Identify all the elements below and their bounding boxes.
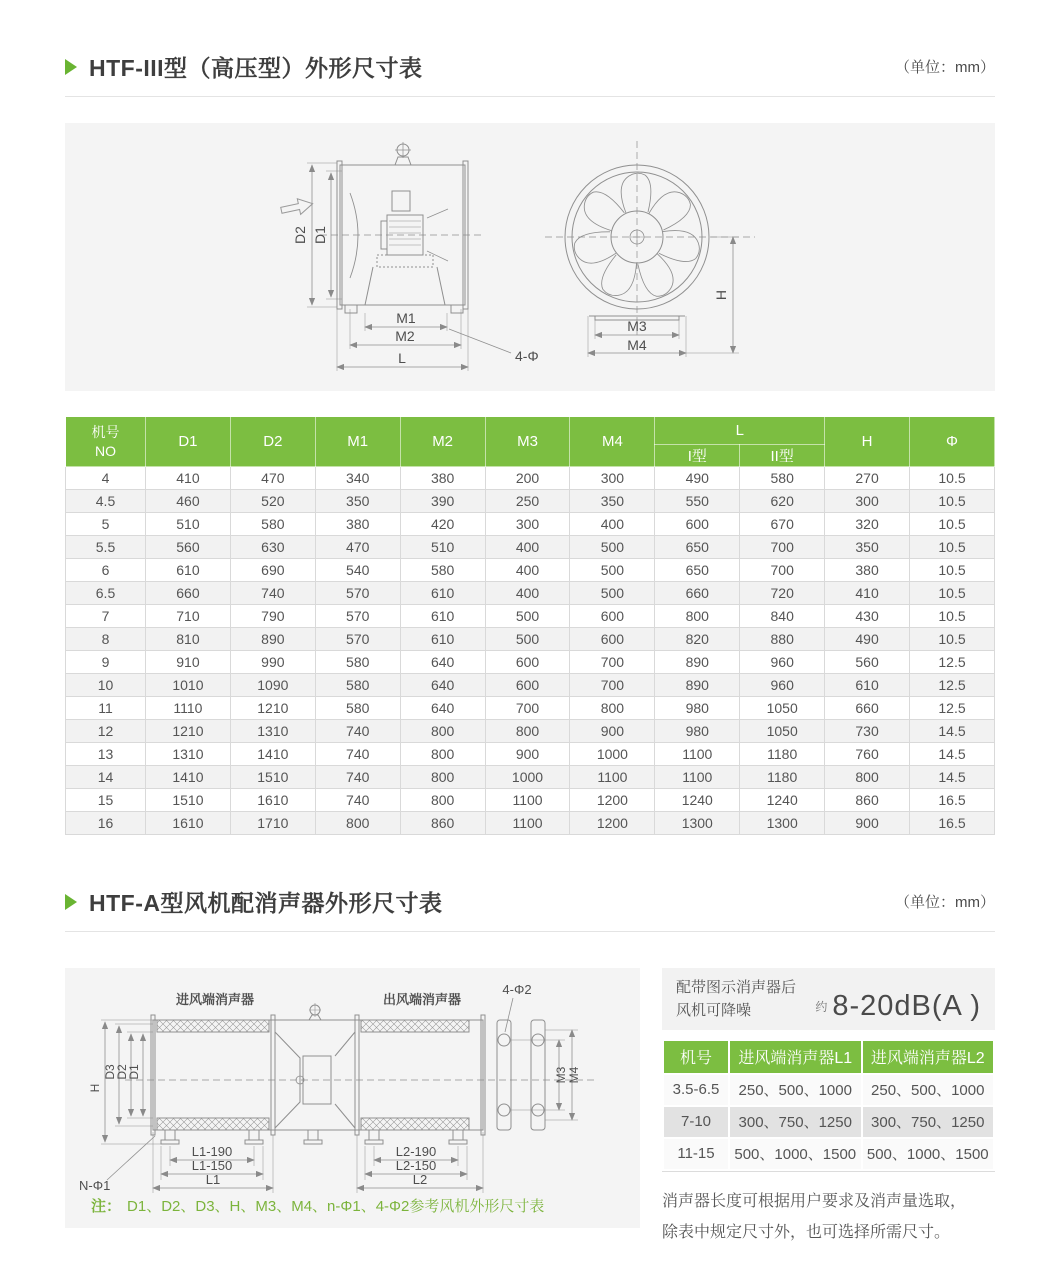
table-cell: 1310 [146,743,231,766]
dimension-table [65,416,995,835]
table-cell: 1240 [655,789,740,812]
table-cell: 10.5 [910,628,995,651]
table-cell: 670 [740,513,825,536]
table-cell: 470 [315,536,400,559]
table-cell: 640 [400,674,485,697]
table-cell: 1300 [655,812,740,835]
table-cell: 14.5 [910,743,995,766]
table-cell: 580 [315,651,400,674]
noise-line1: 配带图示消声器后 [676,979,797,996]
table-cell: 1710 [230,812,315,835]
table-cell: 580 [400,559,485,582]
col-header-d1: D1 [146,417,231,467]
silencer-length-table [662,1039,995,1172]
table-cell: 320 [825,513,910,536]
silencer-col-no: 机号 [664,1041,728,1073]
table-cell: 10.5 [910,582,995,605]
table-cell: 490 [655,467,740,490]
table-cell: 380 [825,559,910,582]
table-cell: 5.5 [66,536,146,559]
table-cell: 1210 [146,720,231,743]
table-cell: 380 [315,513,400,536]
fan-front-view [545,141,755,335]
table-cell: 1000 [485,766,570,789]
table-cell: 660 [146,582,231,605]
table-cell: 700 [485,697,570,720]
table-cell: 13 [66,743,146,766]
table-cell: 990 [230,651,315,674]
silencer-info-panel [662,968,995,1248]
table-cell: 810 [146,628,231,651]
table-cell: 500 [570,536,655,559]
col-header-m2: M2 [400,417,485,467]
table-cell: 800 [485,720,570,743]
table-cell: 470 [230,467,315,490]
table-cell: 11-15 [664,1139,728,1169]
table-cell: 610 [825,674,910,697]
table-cell: 10.5 [910,559,995,582]
dim-label-h2: H [88,1083,102,1093]
table-row [66,582,995,605]
table-cell: 4 [66,467,146,490]
dim-label-m3b: M3 [554,1066,568,1084]
table-cell: 350 [825,536,910,559]
fan-side-view [320,142,485,313]
table-row [66,789,995,812]
table-cell: 700 [740,536,825,559]
table-cell: 580 [230,513,315,536]
table-cell: 890 [655,651,740,674]
dim-label-h: H [713,289,729,301]
table-cell: 1180 [740,743,825,766]
table-cell: 630 [230,536,315,559]
table-cell: 650 [655,559,740,582]
silencer-footnote [662,1186,995,1248]
table-cell: 410 [825,582,910,605]
flange-plates [497,1020,545,1130]
table-cell: 350 [315,490,400,513]
table-cell: 800 [570,697,655,720]
table-cell: 900 [485,743,570,766]
table-cell: 700 [570,651,655,674]
table-cell: 350 [570,490,655,513]
table-cell: 610 [400,605,485,628]
table-cell: 200 [485,467,570,490]
noise-reduction-value [815,990,981,1023]
table-cell: 12.5 [910,651,995,674]
table-cell: 460 [146,490,231,513]
table-row [66,743,995,766]
table-cell: 500 [570,559,655,582]
table-cell: 570 [315,582,400,605]
section2-title: HTF-A型风机配消声器外形尺寸表 [89,890,443,916]
table-cell: 510 [400,536,485,559]
table-cell: 8 [66,628,146,651]
table-cell: 380 [400,467,485,490]
table-cell: 740 [315,766,400,789]
table-cell: 12 [66,720,146,743]
dim-label-d2: D2 [292,226,308,244]
table-cell: 300、750、1250 [730,1107,861,1137]
table-cell: 740 [315,720,400,743]
table-cell: 1090 [230,674,315,697]
table-cell: 10.5 [910,605,995,628]
dim-label-m2: M2 [395,328,415,344]
section2-content [65,968,995,1248]
table-cell: 1010 [146,674,231,697]
table-cell: 600 [570,628,655,651]
table-cell: 12.5 [910,697,995,720]
diagram-note [65,1195,640,1228]
table-row [66,605,995,628]
table-cell: 6 [66,559,146,582]
table-row [66,513,995,536]
table-cell: 15 [66,789,146,812]
table-cell: 560 [146,536,231,559]
table-cell: 16 [66,812,146,835]
footnote-line1: 消声器长度可根据用户要求及消声量选取， [662,1192,967,1210]
noise-db-value: 8-20dB(A ) [832,989,981,1022]
dim-label-l1-150: L1-150 [191,1158,233,1173]
table-cell: 570 [315,628,400,651]
table-cell: 1610 [146,812,231,835]
table-cell: 890 [230,628,315,651]
section2-unit-label: （单位：mm） [895,894,995,911]
table-cell: 510 [146,513,231,536]
noise-reduction-box [662,968,995,1030]
table-cell: 730 [825,720,910,743]
table-cell: 10.5 [910,467,995,490]
table-cell: 400 [485,536,570,559]
table-cell: 5 [66,513,146,536]
table-cell: 520 [230,490,315,513]
table-cell: 7-10 [664,1107,728,1137]
dim-label-d1b: D1 [127,1064,141,1080]
table-cell: 400 [485,559,570,582]
dim-label-l: L [398,350,406,366]
table-row [66,720,995,743]
section1-title: HTF-III型（高压型）外形尺寸表 [89,55,423,81]
table-cell: 400 [570,513,655,536]
table-cell: 570 [315,605,400,628]
table-cell: 1410 [146,766,231,789]
dim-label-m4: M4 [627,337,647,353]
table-cell: 960 [740,651,825,674]
col-header-l-type2: II型 [740,445,825,467]
table-row [664,1075,993,1105]
table-cell: 16.5 [910,789,995,812]
table-cell: 250、500、1000 [863,1075,994,1105]
table-cell: 820 [655,628,740,651]
table-cell: 890 [655,674,740,697]
table-row [66,674,995,697]
table-cell: 800 [400,789,485,812]
table-cell: 1050 [740,697,825,720]
table-cell: 800 [400,743,485,766]
table-cell: 580 [315,697,400,720]
dim-label-m1: M1 [396,310,416,326]
table-cell: 1180 [740,766,825,789]
table-cell: 1200 [570,789,655,812]
table-cell: 16.5 [910,812,995,835]
table-cell: 400 [485,582,570,605]
table-cell: 760 [825,743,910,766]
table-cell: 250 [485,490,570,513]
dim-label-l2-150: L2-150 [395,1158,437,1173]
section1-unit-label: （单位：mm） [895,59,995,76]
table-cell: 880 [740,628,825,651]
table-cell: 12.5 [910,674,995,697]
table-cell: 560 [825,651,910,674]
section-bullet-icon [65,894,77,910]
table-cell: 500 [570,582,655,605]
table-cell: 14.5 [910,720,995,743]
table-cell: 14 [66,766,146,789]
table-cell: 840 [740,605,825,628]
table-cell: 1510 [230,766,315,789]
col-header-m1: M1 [315,417,400,467]
dim-label-nphi1: N-Φ1 [79,1178,111,1193]
table-row [66,697,995,720]
table-cell: 3.5-6.5 [664,1075,728,1105]
table-row [664,1107,993,1137]
col-header-no-en: NO [95,442,116,459]
silencer-drawing-svg [65,968,640,1193]
airflow-arrow-icon [280,196,315,218]
col-header-l: L [655,417,825,445]
table-cell: 1100 [655,743,740,766]
table-cell: 800 [315,812,400,835]
fan-dimension-drawing [65,123,995,391]
table-cell: 1300 [740,812,825,835]
table-cell: 640 [400,697,485,720]
dim-label-l2: L2 [412,1172,428,1187]
table-cell: 660 [655,582,740,605]
table-cell: 600 [655,513,740,536]
table-cell: 490 [825,628,910,651]
table-cell: 11 [66,697,146,720]
col-header-phi: Φ [910,417,995,467]
table-cell: 740 [315,789,400,812]
table-cell: 1000 [570,743,655,766]
col-header-m4: M4 [570,417,655,467]
table-cell: 1100 [570,766,655,789]
inlet-silencer-label: 进风端消声器 [175,992,255,1007]
table-cell: 600 [485,674,570,697]
table-cell: 1610 [230,789,315,812]
silencer-col-l1: 进风端消声器L1 [730,1041,861,1073]
table-cell: 410 [146,467,231,490]
table-cell: 600 [485,651,570,674]
dim-label-d3: D3 [103,1064,117,1080]
table-cell: 1200 [570,812,655,835]
dim-label-d2b: D2 [115,1064,129,1080]
table-cell: 910 [146,651,231,674]
col-header-no-cn: 机号 [91,423,120,440]
table-cell: 10.5 [910,513,995,536]
table-cell: 1240 [740,789,825,812]
silencer-fan-drawing [65,968,640,1228]
table-cell: 500 [485,628,570,651]
table-cell: 1100 [485,789,570,812]
table-cell: 580 [740,467,825,490]
silencer-table-body [664,1075,993,1169]
table-row [66,766,995,789]
table-cell: 550 [655,490,740,513]
table-row [66,559,995,582]
table-cell: 980 [655,697,740,720]
silencer-assembly [125,1003,595,1144]
table-cell: 10.5 [910,536,995,559]
table-row [66,651,995,674]
table-row [66,490,995,513]
note-prefix: 注： [91,1198,122,1215]
table-cell: 420 [400,513,485,536]
table-cell: 500、1000、1500 [863,1139,994,1169]
table-cell: 300、750、1250 [863,1107,994,1137]
table-cell: 610 [400,582,485,605]
table-cell: 1410 [230,743,315,766]
table-cell: 500 [485,605,570,628]
col-header-l-type1: I型 [655,445,740,467]
table-row [66,628,995,651]
dim-label-l1: L1 [205,1172,221,1187]
dim-label-l2-190: L2-190 [395,1144,437,1159]
section2-header [65,885,995,932]
noise-approx-label: 约 [815,999,828,1014]
table-cell: 1210 [230,697,315,720]
table-cell: 390 [400,490,485,513]
table-cell: 1100 [485,812,570,835]
table-cell: 800 [400,766,485,789]
table-cell: 740 [230,582,315,605]
table-row [66,536,995,559]
table-cell: 700 [570,674,655,697]
table-row [66,467,995,490]
table-cell: 690 [230,559,315,582]
table-cell: 10 [66,674,146,697]
table-cell: 900 [570,720,655,743]
table-cell: 710 [146,605,231,628]
table-cell: 1050 [740,720,825,743]
table-cell: 800 [400,720,485,743]
table-cell: 960 [740,674,825,697]
table-cell: 500、1000、1500 [730,1139,861,1169]
section-bullet-icon [65,59,77,75]
silencer-col-l2: 进风端消声器L2 [863,1041,994,1073]
table-cell: 6.5 [66,582,146,605]
dim-label-l1-190: L1-190 [191,1144,233,1159]
noise-line2: 风机可降噪 [676,1002,752,1020]
table-cell: 610 [400,628,485,651]
table-cell: 860 [400,812,485,835]
table-cell: 1510 [146,789,231,812]
table-cell: 860 [825,789,910,812]
footnote-line2: 除表中规定尺寸外，也可选择所需尺寸。 [662,1223,951,1241]
dimension-table-body [66,467,995,835]
table-cell: 740 [315,743,400,766]
col-header-d2: D2 [230,417,315,467]
table-cell: 14.5 [910,766,995,789]
table-cell: 700 [740,559,825,582]
table-cell: 800 [655,605,740,628]
table-cell: 640 [400,651,485,674]
dim-label-m4b: M4 [567,1066,581,1084]
table-cell: 340 [315,467,400,490]
table-cell: 660 [825,697,910,720]
col-header-h: H [825,417,910,467]
col-header-m3: M3 [485,417,570,467]
table-cell: 300 [825,490,910,513]
dim-label-m3: M3 [627,318,647,334]
table-cell: 720 [740,582,825,605]
table-cell: 600 [570,605,655,628]
table-cell: 580 [315,674,400,697]
table-cell: 250、500、1000 [730,1075,861,1105]
table-cell: 980 [655,720,740,743]
table-cell: 1100 [655,766,740,789]
table-cell: 540 [315,559,400,582]
table-cell: 300 [485,513,570,536]
section1-header [65,50,995,97]
table-row [66,812,995,835]
table-cell: 1310 [230,720,315,743]
table-cell: 1110 [146,697,231,720]
note-text: D1、D2、D3、H、M3、M4、n-Φ1、4-Φ2参考风机外形尺寸表 [127,1198,545,1215]
table-cell: 790 [230,605,315,628]
table-cell: 430 [825,605,910,628]
table-cell: 9 [66,651,146,674]
table-cell: 620 [740,490,825,513]
col-header-no [66,417,146,467]
table-row [664,1139,993,1169]
table-cell: 270 [825,467,910,490]
outlet-silencer-label: 出风端消声器 [382,992,462,1007]
table-cell: 4.5 [66,490,146,513]
dim-label-4phi: 4-Φ [515,348,539,364]
dim-label-4phi2: 4-Φ2 [502,982,532,997]
table-cell: 300 [570,467,655,490]
table-cell: 610 [146,559,231,582]
table-cell: 650 [655,536,740,559]
table-cell: 900 [825,812,910,835]
dim-label-d1: D1 [312,226,328,244]
table-cell: 800 [825,766,910,789]
noise-reduction-text [676,976,796,1023]
table-cell: 10.5 [910,490,995,513]
fan-drawing-svg [65,123,995,391]
table-cell: 7 [66,605,146,628]
